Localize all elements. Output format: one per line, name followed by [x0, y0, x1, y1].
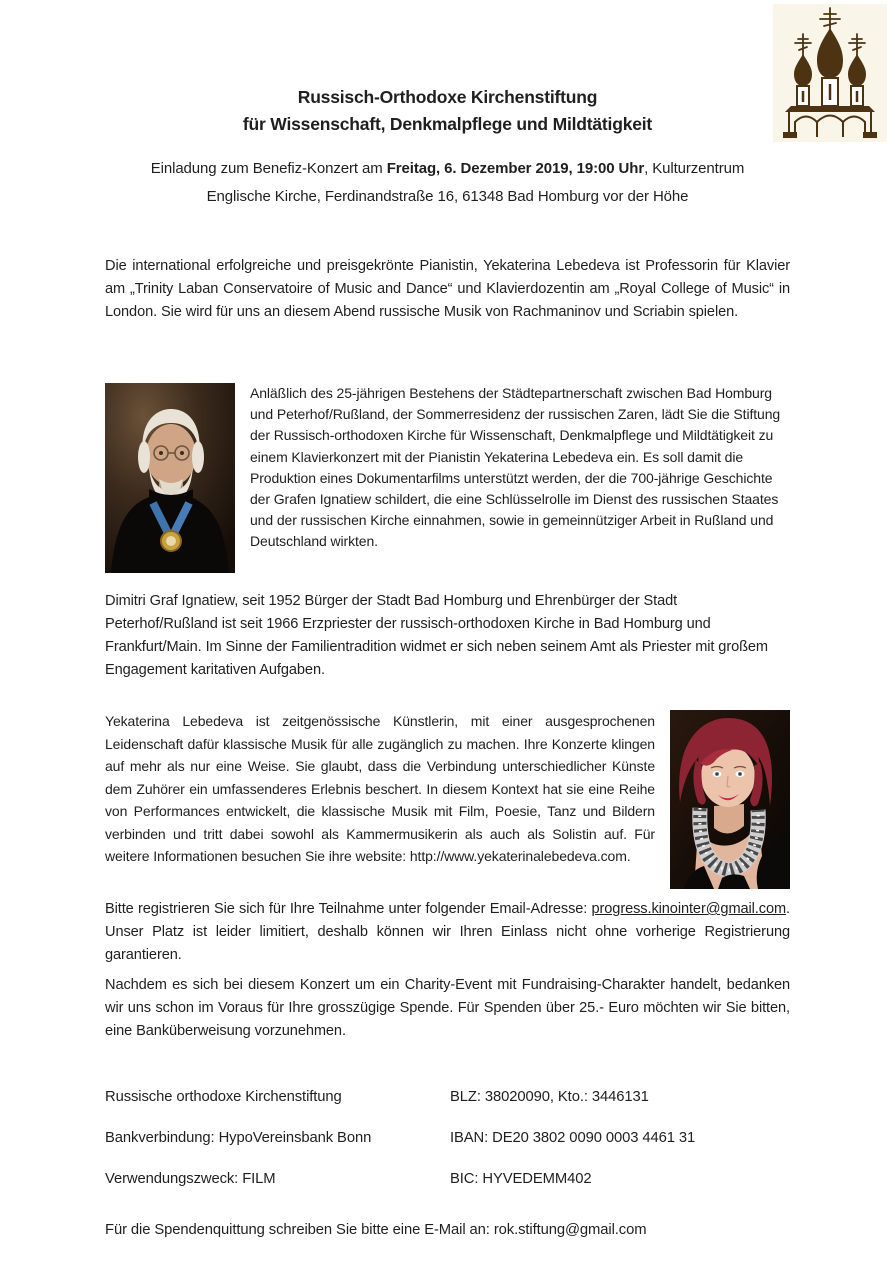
paragraph-intro: Die international erfolgreiche und preisgekrönte Pianistin, Yekaterina Lebedeva ist Professorin für Klavier am „Trinity Laban Conservatoire of Music and Dance“ und Klavierdozentin am „Royal College of Music“ in London. Sie wird für uns an diesem Abend russische Musik von Rachmaninov und Scriabin spielen. [105, 258, 790, 320]
page-title [0, 84, 895, 138]
register-suffix: . Unser Platz ist leider limitiert, deshalb können wir Ihren Einlass nicht ohne vorherige Registrierung garantieren. [105, 901, 790, 963]
bank-details [105, 1086, 790, 1191]
artist-website-url: http://www.yekaterinalebedeva.com [409, 848, 627, 864]
title-line-1: Russisch-Orthodoxe Kirchenstiftung [297, 87, 598, 107]
section-anniversary [105, 383, 790, 573]
invite-suffix: , Kulturzentrum [644, 160, 745, 177]
paragraph-artist [105, 710, 655, 889]
invitation [0, 155, 895, 211]
invitation-line-1 [0, 155, 895, 183]
paragraph-anniversary: Anläßlich des 25-jährigen Bestehens der Städtepartnerschaft zwischen Bad Homburg und Peterhof/Rußland, der Sommerresidenz der russischen Zaren, lädt Sie die Stiftung der Russisch-orthodoxen Kirche für Wissenschaft, Denkmalpflege und Mildtätigkeit zu einem Klavierkonzert mit der Pianistin Yekaterina Lebedeva ein. Es soll damit die Produktion eines Dokumentarfilms unterstützt werden, der die 700-jährige Geschichte der Grafen Ignatiew schildert, die eine Schlüsselrolle im Dienst des russischen Staates und der russischen Kirche einnahmen, sowie in gemeinnütziger Arbeit in Rußland und Deutschland wirkten. [250, 385, 781, 550]
register-prefix: Bitte registrieren Sie sich für Ihre Teilnahme unter folgender Email-Adresse: [105, 901, 592, 917]
section-artist [105, 710, 790, 889]
bank-row-bank-name: Bankverbindung: HypoVereinsbank Bonn [105, 1130, 372, 1146]
artist-text-end: . [626, 848, 631, 864]
invite-date-bold: Freitag, 6. Dezember 2019, 19:00 Uhr [386, 160, 645, 177]
artist-text: Yekaterina Lebedeva ist zeitgenössische Künstlerin, mit einer ausgesprochenen Leidenschaft dafür klassische Musik für alle zugänglich zu machen. Ihre Konzerte klingen auf mehr als nur eine Weise. Sie glaubt, dass die Verbindung unterschiedlicher Künste dem Zuhörer ein umfassenderes Erlebnis beschert. In diesem Kontext hat sie eine Reihe von Performances entwickelt, die klassische Musik mit Film, Poesie, Tanz und Bildern verbinden und tritt dabei sowohl als Kammermusikerin als auch als Solistin auf. Für weitere Informationen besuchen Sie ihre website: [105, 713, 655, 864]
bank-row-blz-kto: BLZ: 38020090, Kto.: 3446131 [450, 1089, 649, 1105]
title-line-2: für Wissenschaft, Denkmalpflege und Mildtätigkeit [242, 114, 653, 134]
invite-prefix: Einladung zum Benefiz-Konzert am [150, 160, 387, 177]
bank-row-purpose: Verwendungszweck: FILM [105, 1171, 276, 1187]
paragraph-dimitri: Dimitri Graf Ignatiew, seit 1952 Bürger der Stadt Bad Homburg und Ehrenbürger der Stadt Peterhof/Rußland ist seit 1966 Erzpriester der russisch-orthodoxen Kirche in Bad Homburg und Frankfurt/Main. Im Sinne der Familientradition widmet er sich neben seinem Amt als Priester mit großem Engagement karitativen Aufgaben. [105, 593, 768, 678]
bank-row-iban: IBAN: DE20 3802 0090 0003 4461 31 [450, 1130, 696, 1146]
invitation-line-2: Englische Kirche, Ferdinandstraße 16, 61348 Bad Homburg vor der Höhe [206, 188, 689, 205]
photo-yekaterina-lebedeva [670, 710, 790, 889]
bank-row-account-name: Russische orthodoxe Kirchenstiftung [105, 1089, 342, 1105]
paragraph-charity: Nachdem es sich bei diesem Konzert um ein Charity-Event mit Fundraising-Charakter handelt, bedanken wir uns schon im Voraus für Ihre grosszügige Spende. Für Spenden über 25.- Euro möchten wir Sie bitten, eine Banküberweisung vorzunehmen. [105, 977, 790, 1039]
bank-row-bic: BIC: HYVEDEMM402 [450, 1171, 592, 1187]
register-email-link[interactable]: progress.kinointer@gmail.com [591, 901, 787, 917]
paragraph-register [105, 898, 790, 967]
photo-dimitri-graf-ignatiew [105, 383, 235, 573]
receipt-line: Für die Spendenquittung schreiben Sie bitte eine E-Mail an: rok.stiftung@gmail.com [105, 1222, 647, 1238]
